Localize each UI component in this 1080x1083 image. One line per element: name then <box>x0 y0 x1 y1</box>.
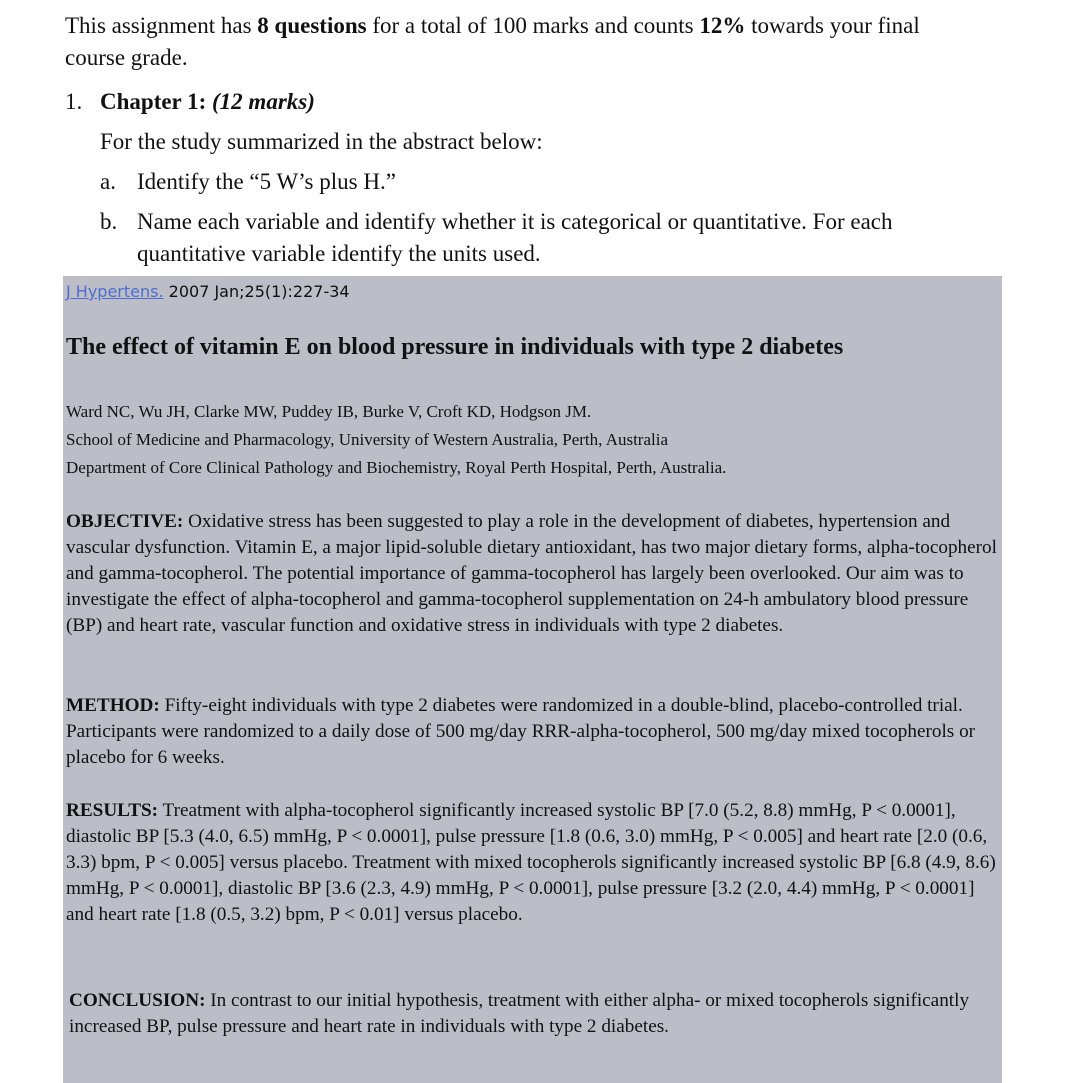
method-section <box>66 693 1002 771</box>
question-heading <box>100 86 315 118</box>
journal-link[interactable]: J Hypertens. <box>66 282 164 301</box>
results-section <box>66 798 1002 928</box>
marks-label: (12 marks) <box>212 89 315 114</box>
authors-block <box>66 398 726 482</box>
sub-question-text: Identify the “5 W’s plus H.” <box>137 169 396 194</box>
intro-text: for a total of 100 marks and counts <box>366 13 700 38</box>
method-text: Fifty-eight individuals with type 2 diabetes were randomized in a double-blind, placebo-controlled trial. Participants were randomized to a daily dose of 500 mg/day RRR-alpha-tocopherol, 500 mg/day mixed tocopherols or placebo for 6 weeks. <box>66 695 976 768</box>
conclusion-section <box>69 988 1005 1040</box>
conclusion-text: In contrast to our initial hypothesis, treatment with either alpha- or mixed tocopherols significantly increased BP, pulse pressure and heart rate in individuals with type 2 diabetes. <box>69 990 970 1037</box>
conclusion-label: CONCLUSION: <box>69 990 206 1011</box>
sub-question-text: Name each variable and identify whether it is categorical or quantitative. For each quantitative variable identify the units used. <box>137 209 893 266</box>
affiliation: Department of Core Clinical Pathology and Biochemistry, Royal Perth Hospital, Perth, Australia. <box>66 458 727 477</box>
question-lead: For the study summarized in the abstract below: <box>100 129 543 154</box>
method-label: METHOD: <box>66 695 160 716</box>
assignment-intro <box>65 10 965 74</box>
authors: Ward NC, Wu JH, Clarke MW, Puddey IB, Burke V, Croft KD, Hodgson JM. <box>66 402 592 421</box>
intro-grade-weight: 12% <box>699 13 746 38</box>
chapter-label: Chapter 1: <box>100 89 207 114</box>
citation-details: 2007 Jan;25(1):227-34 <box>163 282 350 301</box>
objective-section <box>66 509 1002 639</box>
objective-label: OBJECTIVE: <box>66 511 184 532</box>
sub-question-letter: a. <box>100 169 116 194</box>
intro-question-count: 8 questions <box>257 13 367 38</box>
citation <box>66 282 350 301</box>
affiliation: School of Medicine and Pharmacology, University of Western Australia, Perth, Australia <box>66 430 669 449</box>
abstract-title: The effect of vitamin E on blood pressure in individuals with type 2 diabetes <box>66 334 844 360</box>
results-text: Treatment with alpha-tocopherol significantly increased systolic BP [7.0 (5.2, 8.8) mmHg, P < 0.0001], diastolic BP [5.3 (4.0, 6.5) mmHg, P < 0.0001], pulse pressure [1.8 (0.6, 3.0) mmHg, P < 0.005] and heart rate [2.0 (0.6, 3.3) bpm, P < 0.005] versus placebo. Treatment with mixed tocopherols significantly increased systolic BP [6.8 (4.9, 8.6) mmHg, P < 0.0001], diastolic BP [3.6 (2.3, 4.9) mmHg, P < 0.0001], pulse pressure [3.2 (2.0, 4.4) mmHg, P < 0.0001] and heart rate [1.8 (0.5, 3.2) bpm, P < 0.01] versus placebo. <box>66 800 996 925</box>
sub-question-letter: b. <box>100 209 118 234</box>
question-number: 1. <box>65 89 83 114</box>
objective-text: Oxidative stress has been suggested to play a role in the development of diabetes, hypertension and vascular dysfunction. Vitamin E, a major lipid-soluble dietary antioxidant, has two major dietary forms, alpha-tocopherol and gamma-tocopherol. The potential importance of gamma-tocopherol has largely been overlooked. Our aim was to investigate the effect of alpha-tocopherol and gamma-tocopherol supplementation on 24-h ambulatory blood pressure (BP) and heart rate, vascular function and oxidative stress in individuals with type 2 diabetes. <box>66 511 997 636</box>
abstract-box <box>63 276 1002 1083</box>
results-label: RESULTS: <box>66 800 159 821</box>
intro-text: This assignment has <box>65 13 258 38</box>
intro-text: towards your final course grade. <box>65 13 920 70</box>
